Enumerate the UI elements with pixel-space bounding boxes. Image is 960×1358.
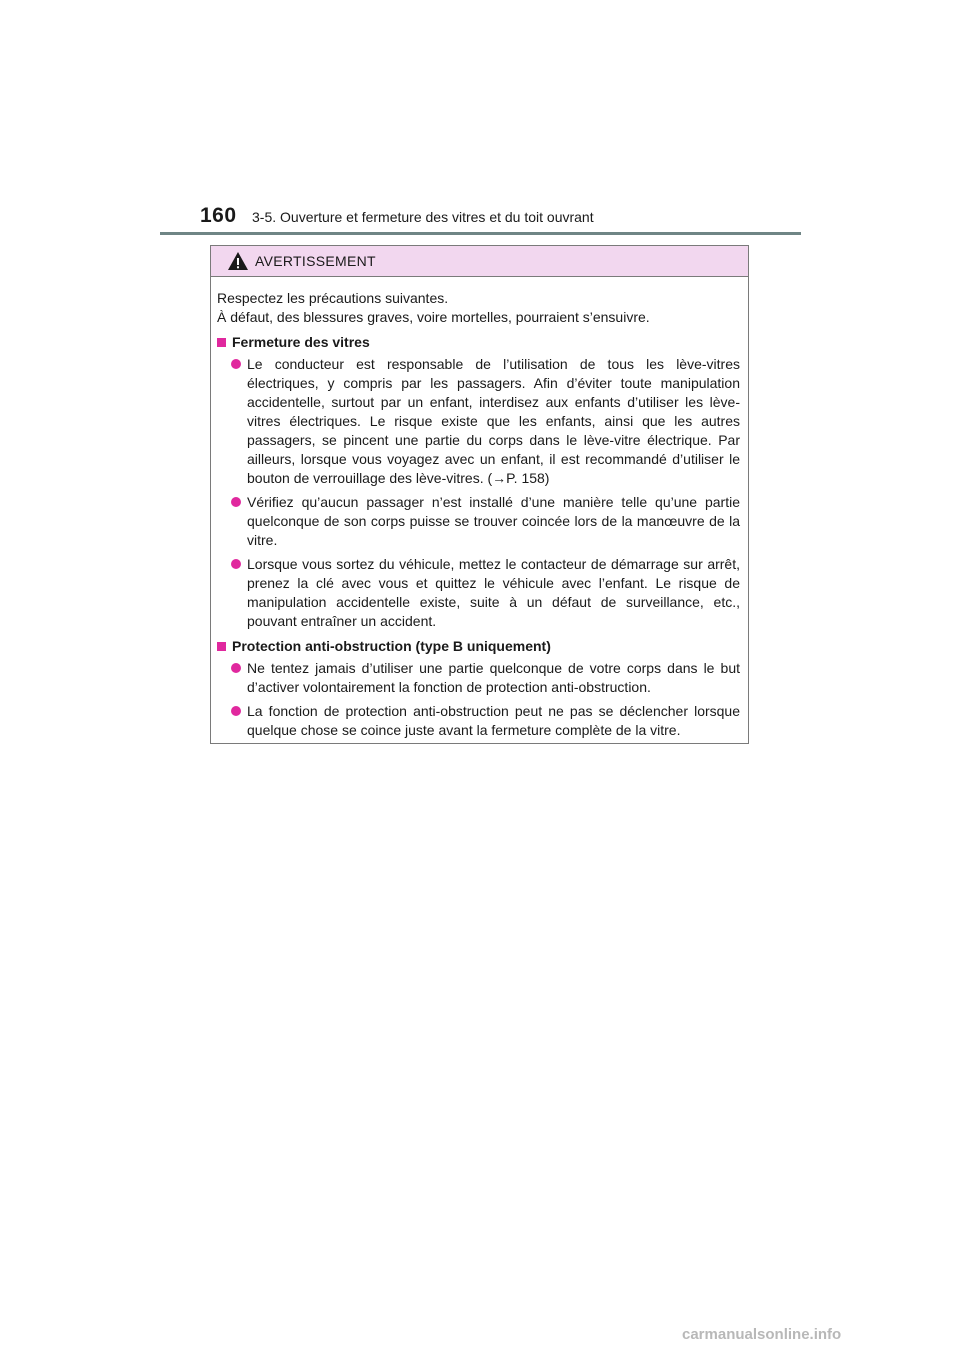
list-item (217, 555, 740, 631)
subsection-window-closing (217, 333, 740, 631)
subsection-heading (217, 333, 740, 352)
warning-body (211, 277, 748, 740)
list-item (217, 659, 740, 697)
list-item-text: Ne tentez jamais d’utiliser une partie quelconque de votre corps dans le but d’activer volontairement la fonction de protection anti-obstruction. (247, 660, 740, 695)
circle-bullet-icon (231, 559, 241, 569)
subsection-anti-pinch (217, 637, 740, 740)
watermark: carmanualsonline.info (682, 1326, 842, 1343)
circle-bullet-icon (231, 706, 241, 716)
page-number: 160 (200, 204, 237, 227)
list-item-text: Lorsque vous sortez du véhicule, mettez le contacteur de démarrage sur arrêt, prenez la clé avec vous et quittez le véhicule avec l’enfant. Le risque de manipulation accidentelle existe, suite à un défaut de surveillance, etc., pouvant entraîner un accident. (247, 556, 740, 629)
warning-intro (217, 289, 740, 327)
subsection-heading (217, 637, 740, 656)
intro-line: À défaut, des blessures graves, voire mortelles, pourraient s’ensuivre. (217, 309, 650, 325)
warning-box (210, 245, 749, 744)
list-item (217, 355, 740, 488)
warning-title: AVERTISSEMENT (255, 253, 376, 269)
circle-bullet-icon (231, 359, 241, 369)
square-bullet-icon (217, 642, 226, 651)
list-item (217, 493, 740, 550)
circle-bullet-icon (231, 497, 241, 507)
header-divider (160, 232, 801, 235)
list-item-text: Le conducteur est responsable de l’utilisation de tous les lève-vitres électriques, y compris par les passagers. Afin d’éviter toute manipulation accidentelle, surtout par un enfant, interdisez aux enfants d’utiliser les lève-vitres électriques. Le risque existe que les enfants, ainsi que les autres passagers, se pincent une partie du corps dans le lève-vitre électrique. Par ailleurs, lorsque vous voyagez avec un enfant, il est recommandé d’utiliser le bouton de verrouillage des lève-vitres. (→P. 158) (247, 356, 740, 486)
intro-line: Respectez les précautions suivantes. (217, 290, 449, 306)
warning-header (211, 246, 748, 277)
section-title: 3-5. Ouverture et fermeture des vitres et du toit ouvrant (252, 209, 594, 225)
circle-bullet-icon (231, 663, 241, 673)
list-item (217, 702, 740, 740)
subsection-heading-text: Protection anti-obstruction (type B uniquement) (232, 638, 551, 654)
warning-triangle-icon (227, 251, 249, 271)
subsection-heading-text: Fermeture des vitres (232, 334, 370, 350)
list-item-text: Vérifiez qu’aucun passager n’est installé d’une manière telle qu’une partie quelconque de son corps puisse se trouver coincée lors de la manœuvre de la vitre. (247, 494, 740, 548)
square-bullet-icon (217, 338, 226, 347)
page-header (200, 204, 594, 228)
list-item-text: La fonction de protection anti-obstruction peut ne pas se déclencher lorsque quelque chose se coince juste avant la fermeture complète de la vitre. (247, 703, 740, 738)
